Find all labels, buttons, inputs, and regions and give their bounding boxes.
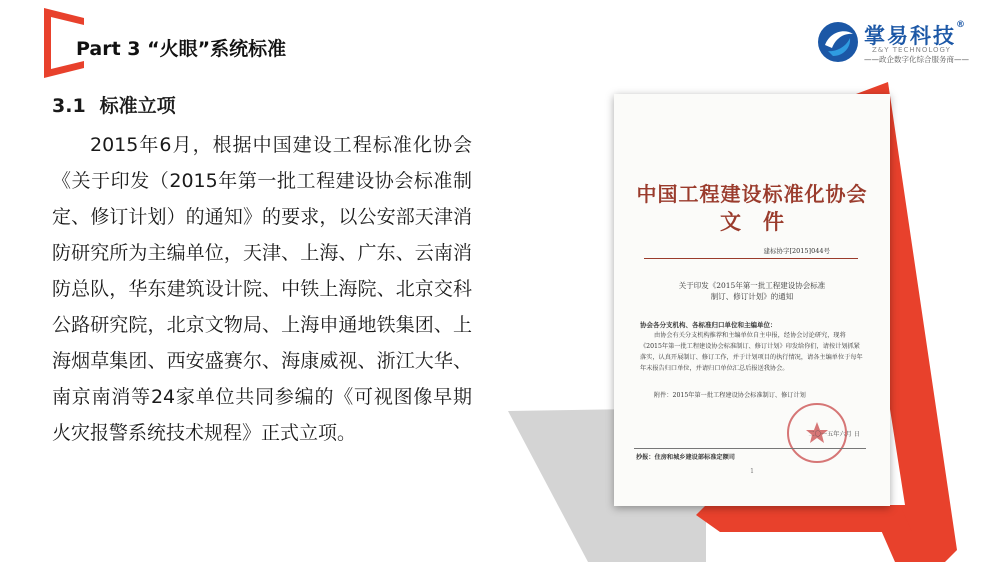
document-cc-rule — [634, 448, 866, 449]
document-attachment: 附件：2015年第一批工程建设协会标准制订、修订计划 — [654, 392, 806, 399]
document-subject-line2: 制订、修订计划》的通知 — [710, 292, 794, 301]
logo-brand-en: Z&Y TECHNOLOGY — [872, 46, 951, 54]
logo-tagline: ——政企数字化综合服务商—— — [864, 55, 969, 64]
document-red-rule — [644, 258, 858, 259]
body-paragraph: 2015年6月，根据中国建设工程标准化协会《关于印发（2015年第一批工程建设协会标准制定、修订计划）的通知》的要求，以公安部天津消防研究所为主编单位，天津、上海、广东、云南消防总队，华东建筑设计院、中铁上海院、北京交科公路研究院，北京文物局、上海申通地铁集团、上海烟草集团、西安盛赛尔、海康威视、浙江大华、南京南消等24家单位共同参编的《可视图像早期火灾报警系统技术规程》正式立项。 — [52, 134, 472, 444]
section-number: 3.1 — [52, 95, 86, 117]
logo-mark-icon — [816, 20, 860, 64]
document-paragraph: 由协会有关分支机构推荐和主编单位自主申报，经协会讨论研究，现将《2015年第一批工程建设协会标准制订、修订计划》印发给你们，请按计划抓紧落实，认真开展制订、修订工作，并于计划项目的执行情况，请各主编单位于每年年末报告归口单位，并请归口单位汇总后报送我协会。 — [640, 332, 863, 372]
document-cc: 抄报：住房和城乡建设部标准定额司 — [636, 454, 735, 461]
company-logo — [816, 20, 986, 65]
document-number: 建标协字[2015]044号 — [763, 247, 830, 255]
part-title: Part 3 “火眼”系统标准 — [76, 38, 287, 60]
section-title: 标准立项 — [99, 95, 176, 117]
document-subject — [614, 280, 890, 302]
document-date: 二〇一五年六月 日 — [808, 431, 860, 438]
document-page-number: 1 — [750, 468, 754, 475]
logo-brand-cn: 掌易科技® — [864, 20, 965, 48]
document-image — [614, 94, 890, 506]
red-frame-bottom — [696, 505, 912, 532]
document-subject-line1: 关于印发《2015年第一批工程建设协会标准 — [678, 281, 826, 290]
document-addressee: 协会各分支机构、各标准归口单位和主编单位： — [640, 321, 777, 329]
document-org-title: 中国工程建设标准化协会 — [636, 182, 868, 206]
section-heading — [52, 91, 176, 118]
document-file-label: 文件 — [720, 209, 806, 234]
